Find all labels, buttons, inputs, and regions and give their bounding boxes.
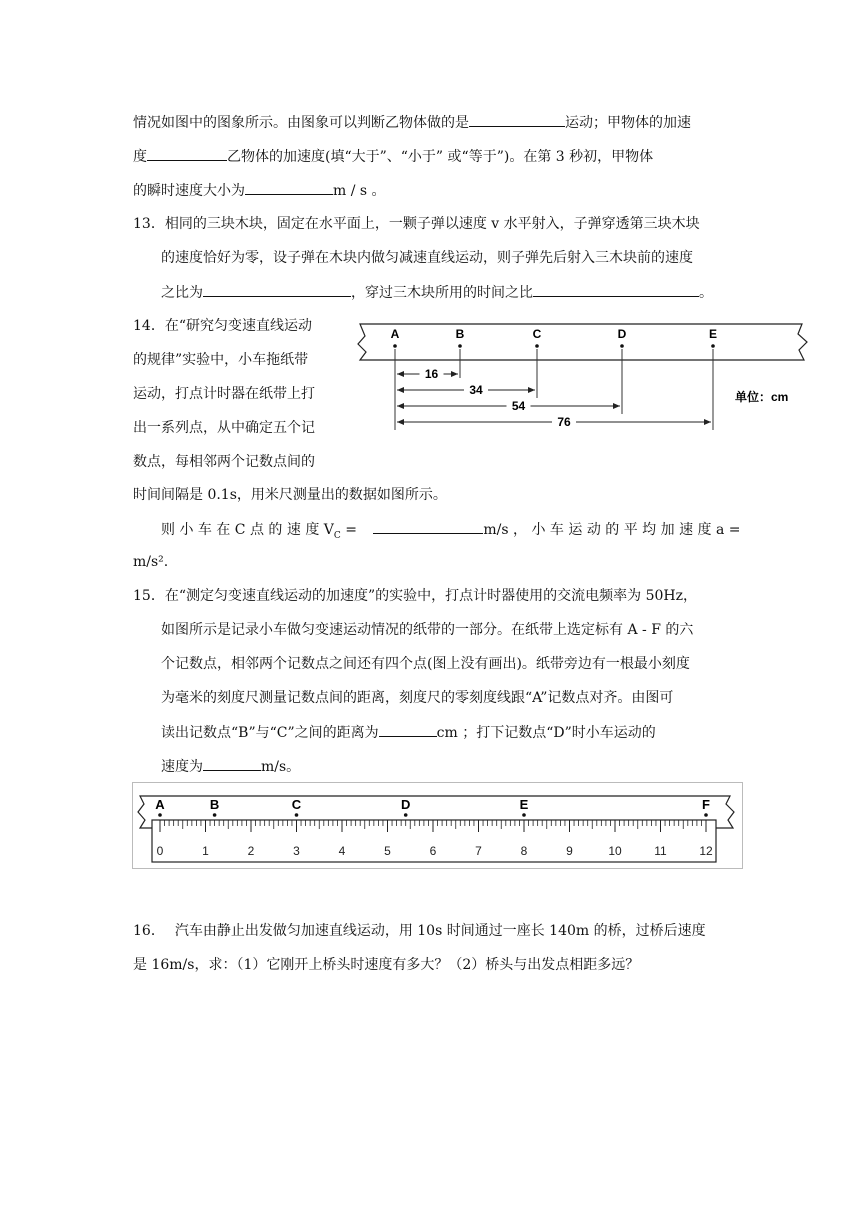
ruler-number: 7 (475, 844, 482, 858)
unit-label: 单位：cm (735, 390, 789, 404)
point-label-d: D (401, 797, 411, 812)
answer-blank[interactable] (379, 722, 437, 737)
q15-text: 速度为 (161, 759, 203, 775)
point-label-d: D (617, 327, 627, 341)
ruler-number: 8 (520, 844, 528, 858)
point-label-a: A (390, 327, 400, 341)
subscript: C (333, 530, 341, 541)
q14-line-5 (133, 452, 315, 472)
q15-text: 在“测定匀变速直线运动的加速度”的实验中，打点计时器使用的交流电频率为 50Hz， (164, 588, 697, 604)
q14-line-4 (133, 418, 315, 438)
ruler-tape-diagram-2 (132, 782, 744, 870)
distance-label: 54 (511, 399, 526, 413)
tape-dot (535, 344, 539, 348)
q14-text: = (340, 522, 362, 538)
point-label-f: F (702, 797, 710, 812)
q12-line-2 (133, 146, 653, 167)
q15-line-2 (161, 620, 693, 640)
q12-line-3 (133, 180, 386, 201)
paper-tape-diagram-1 (352, 312, 822, 442)
q16-line-2 (133, 955, 639, 975)
tape-dot (620, 344, 624, 348)
ruler-number: 2 (247, 844, 255, 858)
distance-label: 34 (469, 383, 483, 397)
point-label-a: A (155, 797, 165, 812)
q15-text: 读出记数点“B”与“C”之间的距离为 (161, 725, 379, 741)
question-number: 14． (133, 318, 165, 334)
ruler-number: 5 (384, 844, 391, 858)
q16-text: 是 16m/s，求：（1）它刚开上桥头时速度有多大？（2）桥头与出发点相距多远？ (133, 957, 640, 973)
q14-text: m/s ， 小 车 运 动 的 平 均 加 速 度 a = (483, 522, 741, 538)
ruler-number: 4 (338, 844, 346, 858)
q15-line-3 (161, 654, 690, 674)
ruler-number: 3 (293, 844, 300, 858)
answer-blank[interactable] (203, 756, 261, 771)
point-label-e: E (519, 797, 529, 812)
distance-label: 76 (557, 415, 571, 429)
q15-text: cm ；打下记数点“D”时小车运动的 (436, 725, 656, 741)
q14-line-1 (133, 316, 312, 336)
q13-text: ，穿过三木块所用的时间之比 (351, 285, 533, 301)
q13-line-2 (161, 248, 693, 268)
q14-line-8 (133, 552, 168, 572)
q13-text: 相同的三块木块，固定在水平面上，一颗子弹以速度 v 水平射入，子弹穿透第三块木块 (164, 216, 700, 232)
q15-text: 为毫米的刻度尺测量记数点间的距离，刻度尺的零刻度线跟“A”记数点对齐。由图可 (161, 690, 674, 706)
q13-line-3 (161, 282, 713, 303)
q15-text: 如图所示是记录小车做匀变速运动情况的纸带的一部分。在纸带上选定标有 A - F 的六 (161, 622, 694, 638)
q12-text: 运动；甲物体的加速 (565, 115, 691, 131)
question-number: 15． (133, 588, 165, 604)
paper-tape (358, 324, 807, 360)
distance-label: 16 (424, 367, 439, 381)
q15-text: 个记数点，相邻两个记数点之间还有四个点(图上没有画出)。纸带旁边有一根最小刻度 (161, 656, 690, 672)
q14-text: 的规律”实验中，小车拖纸带 (133, 352, 309, 368)
ruler-number: 0 (156, 844, 164, 858)
q13-text: 。 (699, 285, 713, 301)
q13-line-1 (133, 214, 700, 234)
q15-text: m/s。 (261, 759, 301, 775)
q13-text: 的速度恰好为零，设子弹在木块内做匀减速直线运动，则子弹先后射入三木块前的速度 (161, 250, 693, 266)
q14-text: 运动，打点计时器在纸带上打 (133, 386, 315, 402)
question-number: 13． (133, 216, 165, 232)
q12-text: 乙物体的加速度(填“大于”、“小于” 或“等于”)。在第 3 秒初，甲物体 (227, 149, 654, 165)
ruler-number: 9 (566, 844, 573, 858)
q12-text: 度 (133, 149, 147, 165)
q16-line-1 (133, 921, 706, 941)
point-label-e: E (708, 327, 718, 341)
q12-text: 的瞬时速度大小为 (133, 183, 245, 199)
q14-line-6 (133, 485, 447, 505)
ruler-number: 6 (429, 844, 437, 858)
arrow-head (704, 419, 711, 425)
arrow-head (397, 387, 404, 393)
answer-blank[interactable] (469, 112, 565, 127)
point-label-c: C (532, 327, 542, 341)
arrow-head (397, 403, 404, 409)
q14-line-3 (133, 384, 315, 404)
arrow-head (397, 419, 404, 425)
answer-blank[interactable] (533, 282, 699, 297)
tape-dot (213, 813, 217, 817)
tape-dot (522, 813, 526, 817)
q12-line-1 (133, 112, 691, 133)
q14-text: 在“研究匀变速直线运动 (164, 318, 312, 334)
arrow-head (528, 387, 535, 393)
q16-text: 汽车由静止出发做匀加速直线运动，用 10s 时间通过一座长 140m 的桥，过桥后速度 (174, 923, 706, 939)
q15-line-5 (161, 722, 656, 743)
q15-line-1 (133, 586, 697, 606)
q14-text: 则 小 车 在 C 点 的 速 度 V (161, 522, 334, 538)
tape-dot (704, 813, 708, 817)
q14-text: 时间间隔是 0.1s，用米尺测量出的数据如图所示。 (133, 487, 447, 503)
tape-dot (295, 813, 299, 817)
q14-line-7 (161, 519, 741, 546)
q13-text: 之比为 (161, 285, 203, 301)
tape-dot (404, 813, 408, 817)
point-label-c: C (291, 797, 302, 812)
tape-dot (711, 344, 715, 348)
point-label-b: B (455, 327, 465, 341)
q15-line-4 (161, 688, 673, 708)
question-number: 16． (133, 923, 165, 939)
q14-line-2 (133, 350, 308, 370)
answer-blank[interactable] (245, 180, 333, 195)
q14-text: 数点，每相邻两个记数点间的 (133, 454, 315, 470)
q12-text: m / s 。 (333, 183, 386, 199)
ruler-number: 1 (202, 844, 209, 858)
tape-dot (158, 813, 162, 817)
q12-text: 情况如图中的图象所示。由图象可以判断乙物体做的是 (133, 115, 469, 131)
q15-line-6 (161, 756, 300, 777)
ruler-number: 12 (699, 844, 713, 858)
answer-blank[interactable] (373, 519, 483, 534)
ruler-number: 10 (608, 844, 622, 858)
arrow-head (451, 371, 458, 377)
point-label-b: B (209, 797, 220, 812)
ruler-number: 11 (654, 844, 667, 858)
q14-text: m/s². (133, 554, 169, 570)
tape-dot (458, 344, 462, 348)
tape-dot (393, 344, 397, 348)
arrow-head (397, 371, 404, 377)
q14-text: 出一系列点，从中确定五个记 (133, 420, 315, 436)
answer-blank[interactable] (147, 146, 227, 161)
answer-blank[interactable] (203, 282, 351, 297)
arrow-head (613, 403, 620, 409)
